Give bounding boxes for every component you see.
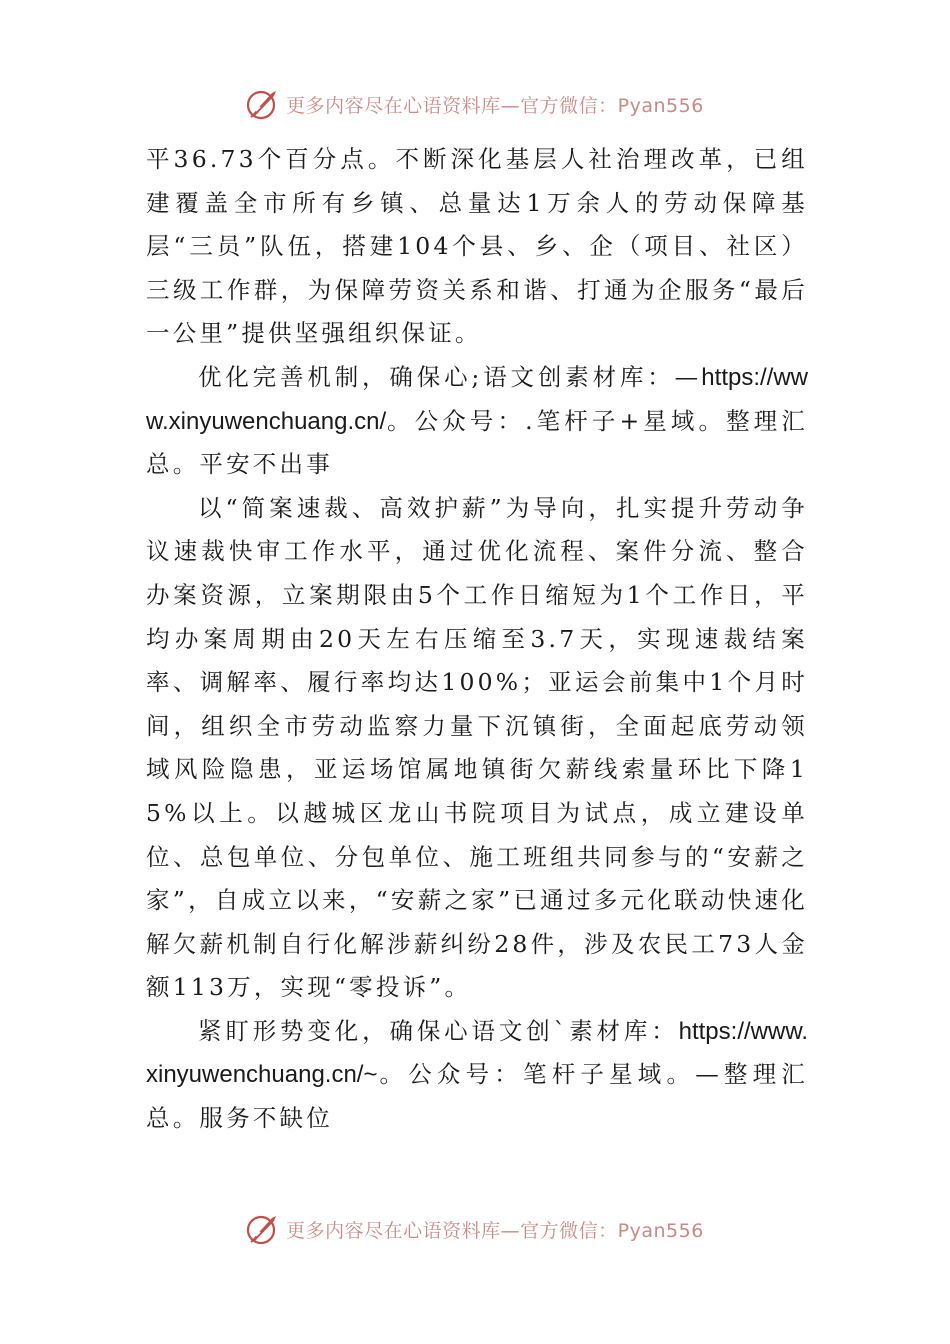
paragraph-1: [146, 138, 808, 356]
paragraph-2: [146, 356, 808, 487]
header-banner-text: 更多内容尽在心语资料库—官方微信：Pyan556: [286, 94, 704, 117]
paragraph-3: [146, 487, 808, 1010]
header-banner-inner: [246, 87, 704, 121]
footer-banner-text: 更多内容尽在心语资料库—官方微信：Pyan556: [286, 1219, 704, 1242]
document-body: [146, 138, 808, 1141]
header-banner: [0, 84, 950, 124]
paragraph-2-text-a: 优化完善机制，确保心;语文创素材库：—: [198, 362, 702, 391]
paragraph-2-url: https://www.xinyuwenchuang.cn/: [146, 363, 808, 435]
quill-pen-logo-icon: [246, 87, 280, 121]
paragraph-4: [146, 1010, 808, 1141]
quill-pen-logo-icon: [246, 1212, 280, 1246]
paragraph-2-text-b: 。公众号：.笔杆子+星域。整理汇总。平安不出事: [146, 406, 808, 479]
footer-banner-inner: [246, 1212, 704, 1246]
footer-banner: [0, 1209, 950, 1249]
paragraph-1-text: 平36.73个百分点。不断深化基层人社治理改革，已组建覆盖全市所有乡镇、总量达1万余人的劳动保障基层“三员”队伍，搭建104个县、乡、企（项目、社区）三级工作群，为保障劳资关系和谐、打通为企服务“最后一公里”提供坚强组织保证。: [146, 145, 808, 348]
paragraph-4-text-b: 。公众号：笔杆子星域。—整理汇总。服务不缺位: [146, 1060, 808, 1133]
paragraph-4-text-a: 紧盯形势变化，确保心语文创`素材库：: [198, 1016, 679, 1045]
paragraph-4-url: https://www.xinyuwenchuang.cn/~: [146, 1017, 808, 1089]
paragraph-3-text: 以“简案速裁、高效护薪”为导向，扎实提升劳动争议速裁快审工作水平，通过优化流程、案件分流、整合办案资源，立案期限由5个工作日缩短为1个工作日，平均办案周期由20天左右压缩至3.7天，实现速裁结案率、调解率、履行率均达100%；亚运会前集中1个月时间，组织全市劳动监察力量下沉镇街，全面起底劳动领域风险隐患，亚运场馆属地镇街欠薪线索量环比下降15%以上。以越城区龙山书院项目为试点，成立建设单位、总包单位、分包单位、施工班组共同参与的“安薪之家”，自成立以来，“安薪之家”已通过多元化联动快速化解欠薪机制自行化解涉薪纠纷28件，涉及农民工73人金额113万，实现“零投诉”。: [146, 493, 808, 1002]
